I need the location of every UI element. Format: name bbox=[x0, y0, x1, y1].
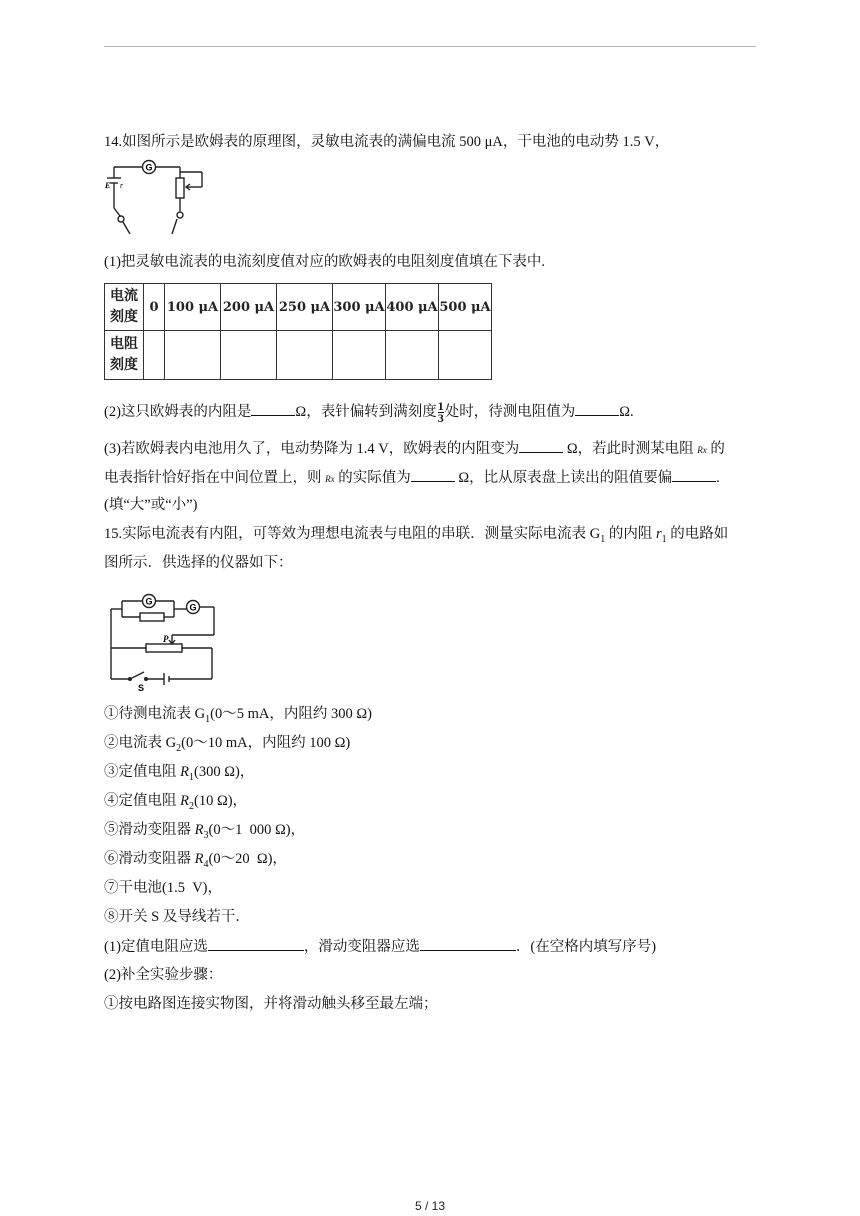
resistance-scale-header: 电阻 刻度 bbox=[105, 331, 144, 380]
q15-stem-line1: 15.实际电流表有内阻，可等效为理想电流表与电阻的串联．测量实际电流表 $G_1$ 的内阻 $r_1$ 的电路如 bbox=[104, 526, 729, 545]
q15-part2: (2)补全实验步骤： bbox=[104, 967, 223, 983]
q15-item2: ②电流表 $G_2(0\sim 10$ mA，内阻约 100 Ω) bbox=[104, 735, 351, 754]
q15-item7: ⑦干电池(1.5 V)， bbox=[104, 880, 223, 896]
current-scale-header: 电流 刻度 bbox=[105, 284, 144, 331]
q15-item3: ③定值电阻 $R_1(300$ Ω)， bbox=[104, 764, 255, 783]
answer-blank bbox=[208, 936, 304, 951]
resistance-cell bbox=[386, 331, 439, 380]
resistance-scale-row bbox=[105, 331, 492, 380]
q14-part3-line1: (3)若欧姆表内电池用久了，电动势降为 1.4 V，欧姆表的内阻变为 Ω，若此时测某电阻 Rx 的 bbox=[104, 438, 725, 460]
current-cell: 300 μA bbox=[333, 284, 386, 331]
galvanometer-label: G bbox=[145, 162, 153, 173]
galvanometer-g2-label: G bbox=[189, 602, 197, 613]
page-number: 5 / 13 bbox=[414, 1199, 446, 1213]
current-cell: 250 μA bbox=[277, 284, 333, 331]
q15-item8: ⑧开关 S 及导线若干． bbox=[104, 909, 250, 925]
q15-item1: ①待测电流表 $G_1(0\sim 5$ mA，内阻约 300 Ω) bbox=[104, 706, 372, 725]
answer-blank bbox=[575, 401, 619, 416]
q15-stem-line2: 图所示．供选择的仪器如下： bbox=[104, 555, 293, 571]
resistance-cell bbox=[221, 331, 277, 380]
header-rule bbox=[104, 46, 756, 47]
q15-part1: (1)定值电阻应选 ，滑动变阻器应选 ．(在空格内填写序号) bbox=[104, 936, 656, 957]
answer-blank bbox=[519, 438, 563, 453]
current-cell: 500 μA bbox=[439, 284, 492, 331]
q15-step1: ①按电路图连接实物图，并将滑动触头移至最左端； bbox=[104, 996, 438, 1012]
q14-part3-line3: (填“大”或“小”) bbox=[104, 497, 198, 513]
internal-resistance-label: r bbox=[120, 181, 124, 190]
q14-part3-line2: 电表指针恰好指在中间位置上，则 Rx 的实际值为 Ω，比从原表盘上读出的阻值要偏 . bbox=[104, 467, 720, 489]
emf-label: E bbox=[105, 181, 111, 190]
q14-part1: (1)把灵敏电流表的电流刻度值对应的欧姆表的电阻刻度值填在下表中. bbox=[104, 254, 546, 270]
fraction-one-third: $\frac{1}{3}$ bbox=[437, 399, 444, 426]
answer-blank bbox=[251, 401, 295, 416]
resistance-cell bbox=[165, 331, 221, 380]
ohmmeter-scale-table bbox=[104, 283, 492, 380]
galvanometer-g1-label: G bbox=[145, 596, 153, 607]
g1-resistance-circuit-figure bbox=[104, 588, 222, 694]
resistance-cell bbox=[439, 331, 492, 380]
q15-item6: ⑥滑动变阻器 $R_4(0\sim 20$ Ω)， bbox=[104, 851, 287, 870]
switch-s-label: S bbox=[138, 683, 145, 693]
answer-blank bbox=[672, 467, 716, 482]
current-cell: 200 μA bbox=[221, 284, 277, 331]
q14-stem: 14.如图所示是欧姆表的原理图，灵敏电流表的满偏电流 500 μA，干电池的电动势 1.5 V， bbox=[104, 134, 670, 150]
slider-p-label: P bbox=[163, 634, 169, 644]
current-cell: 0 bbox=[144, 284, 165, 331]
resistance-cell bbox=[277, 331, 333, 380]
q14-part2: (2)这只欧姆表的内阻是 Ω，表针偏转到满刻度 $\frac{1}{3}$ 处时，待测电阻值为 Ω. bbox=[104, 399, 634, 426]
ohmmeter-circuit-figure bbox=[104, 158, 216, 240]
resistance-cell bbox=[333, 331, 386, 380]
q15-item5: ⑤滑动变阻器 $R_3(0\sim 1$ 000 Ω)， bbox=[104, 822, 306, 841]
resistance-cell bbox=[144, 331, 165, 380]
current-cell: 100 μA bbox=[165, 284, 221, 331]
current-cell: 400 μA bbox=[386, 284, 439, 331]
current-scale-row bbox=[105, 284, 492, 331]
answer-blank bbox=[411, 467, 455, 482]
answer-blank bbox=[420, 936, 516, 951]
q15-item4: ④定值电阻 $R_2(10$ Ω)， bbox=[104, 793, 248, 812]
